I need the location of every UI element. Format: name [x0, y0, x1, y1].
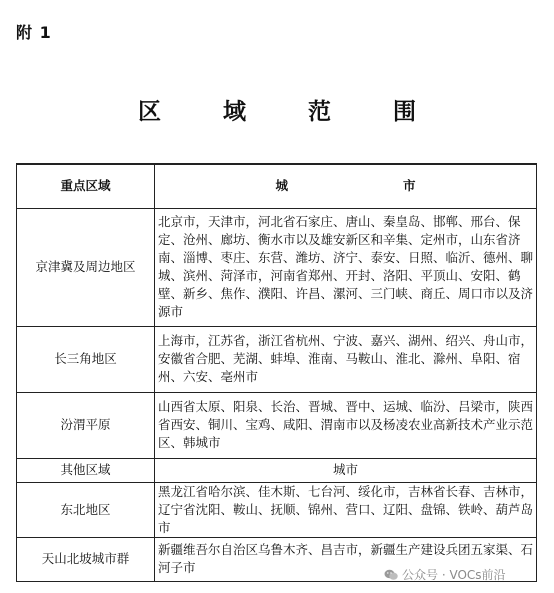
region-name: 京津冀及周边地区	[17, 208, 155, 326]
table-row	[17, 208, 537, 326]
watermark	[384, 566, 506, 583]
page-title: 区 域 范 围	[137, 99, 444, 125]
region-name: 长三角地区	[17, 326, 155, 392]
table-subheader-row	[17, 458, 537, 482]
region-cities: 新疆维吾尔自治区乌鲁木齐、昌吉市，新疆生产建设兵团五家渠、石河子市	[155, 537, 537, 581]
table-row	[17, 392, 537, 458]
region-cities: 山西省太原、阳泉、长治、晋城、晋中、运城、临汾、吕梁市，陕西省西安、铜川、宝鸡、咸阳、渭南市以及杨凌农业高新技术产业示范区、韩城市	[155, 392, 537, 458]
wechat-icon	[384, 569, 398, 581]
watermark-text: 公众号 · VOCs前沿	[402, 568, 506, 582]
subheader-region: 其他区域	[17, 458, 155, 482]
subheader-city: 城市	[155, 458, 537, 482]
region-table	[16, 163, 537, 582]
region-cities: 黑龙江省哈尔滨、佳木斯、七台河、绥化市，吉林省长春、吉林市，辽宁省沈阳、鞍山、抚顺、锦州、营口、辽阳、盘锦、铁岭、葫芦岛市	[155, 482, 537, 537]
header-city: 城 市	[155, 164, 537, 208]
table-row	[17, 326, 537, 392]
region-name: 汾渭平原	[17, 392, 155, 458]
region-cities: 上海市，江苏省，浙江省杭州、宁波、嘉兴、湖州、绍兴、舟山市，安徽省合肥、芜湖、蚌埠、淮南、马鞍山、淮北、滁州、阜阳、宿州、六安、亳州市	[155, 326, 537, 392]
annex-label: 附 1	[16, 23, 52, 42]
region-name: 东北地区	[17, 482, 155, 537]
region-cities: 北京市，天津市，河北省石家庄、唐山、秦皇岛、邯郸、邢台、保定、沧州、廊坊、衡水市以及雄安新区和辛集、定州市，山东省济南、淄博、枣庄、东营、潍坊、济宁、泰安、日照、临沂、德州、聊城、滨州、菏泽市，河南省郑州、开封、洛阳、平顶山、安阳、鹤壁、新乡、焦作、濮阳、许昌、漯河、三门峡、商丘、周口市以及济源市	[155, 208, 537, 326]
header-region: 重点区域	[17, 164, 155, 208]
table-header-row	[17, 164, 537, 208]
region-name: 天山北坡城市群	[17, 537, 155, 581]
table-row	[17, 482, 537, 537]
